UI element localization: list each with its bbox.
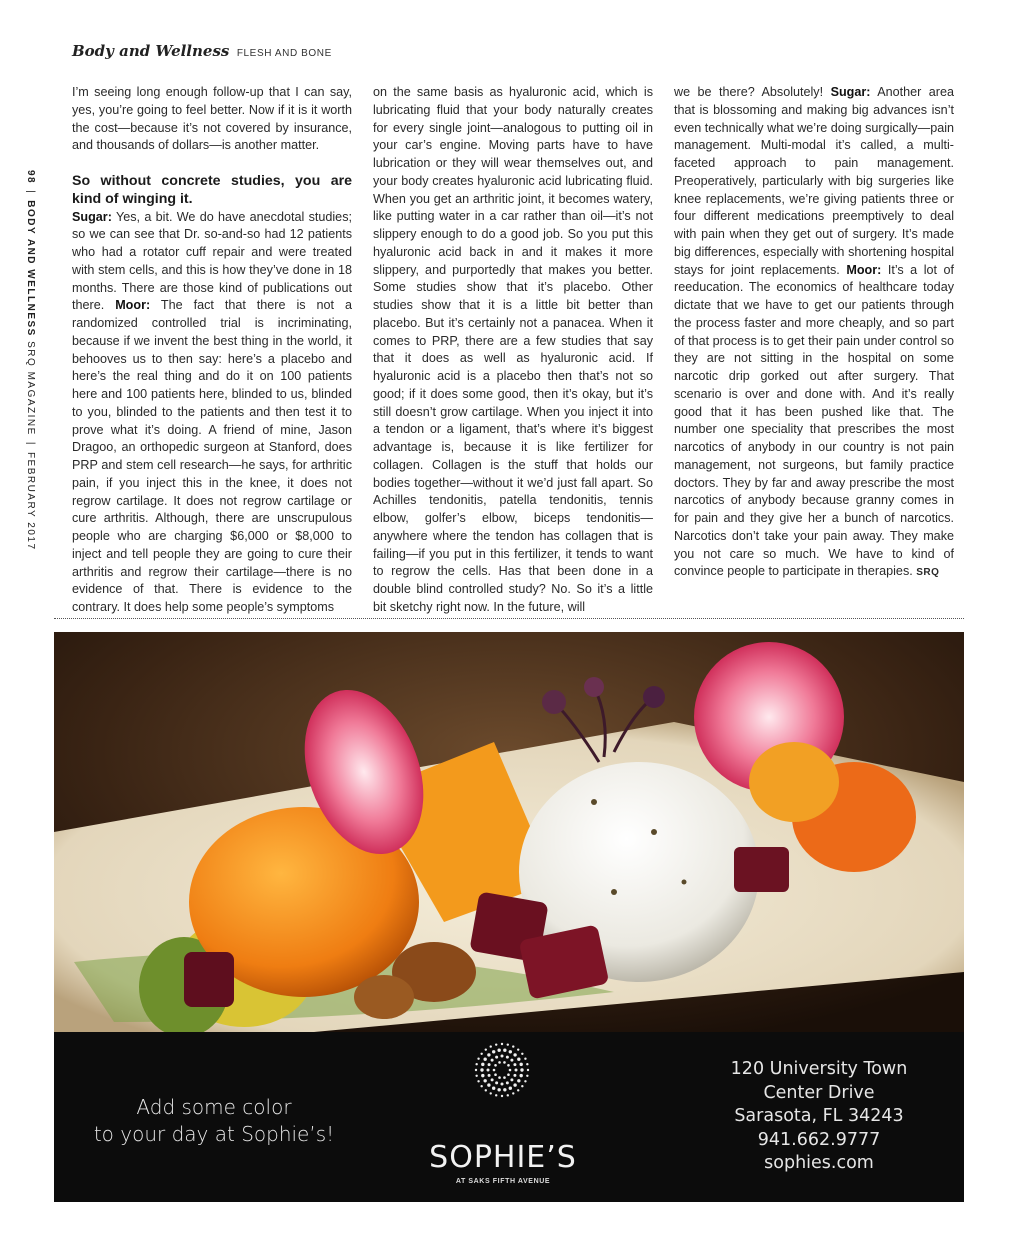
phone-number: 941.662.9777 <box>757 1129 881 1150</box>
speaker-label: Moor: <box>115 298 151 313</box>
brand-subtitle: AT SAKS FIFTH AVENUE <box>455 1178 551 1185</box>
paragraph <box>674 84 954 582</box>
ad-info-bar <box>54 1032 964 1202</box>
end-mark: SRQ <box>916 567 940 579</box>
folio-sidebar: 98|BODY AND WELLNESS SRQ MAGAZINE|FEBRUARY 2017 <box>25 170 36 551</box>
brand-name: SOPHIE’S <box>429 1140 577 1175</box>
page-number: 98 <box>25 170 36 185</box>
folio-magazine: SRQ MAGAZINE <box>25 341 36 436</box>
folio-section: BODY AND WELLNESS <box>25 200 36 337</box>
answer-text: The fact that there is not a randomized controlled trial is incriminating, because if we invent the best thing in the world, it behooves us to then say: here’s a placebo and here’s the real thing and do it on 100 patients here and 100 patients here, blinded to us, blinded to you, blinded to the patients and then test it to prove what it’s doing. A friend of mine, Jason Dragoo, an orthopedic surgeon at Stanford, does PRP and stem cell research—he says, for arthritic pain, if you inject this in the knee, it does not regrow cartilage. It does not regrow cartilage or cure arthritis. Although, there are unscrupulous people who are charging $6,000 or $8,000 to inject and tell people they are going to cure their arthritis and regrow their cartilage—there is no evidence of that. There is evidence to the contrary. It does help some people’s symptoms <box>72 298 352 614</box>
answer-text: Another area that is blossoming and making big advances isn’t even technically what we’re doing surgically—pain management. Multi-modal it’s called, a multi-faceted approach to pain management. Preoperatively, particularly with big surgeries like knee replacements, we’re giving patients three or four different medications preemptively to deal with pain when they get out of surgery. It’s made big differences, especially with shortening hospital stays for joint replacements. <box>674 85 955 277</box>
paragraph: I’m seeing long enough follow-up that I can say, yes, you’re going to feel better. Now if it is it worth the cost—because it’s not covered by insurance, and thousands of dollars—is another matter. <box>72 85 352 153</box>
speaker-label: Moor: <box>846 262 882 277</box>
page-header <box>72 42 332 61</box>
address-line: Center Drive <box>763 1082 875 1103</box>
article-column-1 <box>72 84 352 617</box>
section-title: Body and Wellness <box>72 42 230 60</box>
interview-question: So without concrete studies, you are kind of winging it. <box>72 173 352 207</box>
ad-address-block <box>704 1058 934 1176</box>
answer-text: we be there? Absolutely! <box>674 85 824 99</box>
address-line: Sarasota, FL 34243 <box>734 1106 904 1126</box>
article-column-2 <box>373 84 653 617</box>
speaker-label: Sugar: <box>830 85 871 99</box>
sophies-logo-icon <box>472 1040 532 1100</box>
website-url: sophies.com <box>764 1153 874 1173</box>
paragraph: on the same basis as hyaluronic acid, which is lubricating fluid that your body naturally creates for every single joint—analogous to putting oil in your car’s engine. Moving parts have to have lubrication or they will wear themselves out, and your body creates hyaluronic acid lubricating fluid. When you get an arthritic joint, it becomes watery, like putting water in a car rather than oil—it’s not slippery enough to do a good job. So you put this hyaluronic acid back in and it makes it more slippery, and purportedly that makes you better. Some studies show that it’s placebo. Other studies show that it is a little bit better than placebo. But it’s certainly not a panacea. When it comes to PRP, there are a few studies that say that it does as well as hyaluronic acid. If hyaluronic acid is a placebo then that’s not so good; if it does some good, then it’s okay, but it’s still doesn’t grow cartilage. When you inject it into a tendon or a ligament, that’s where it’s biggest advantage is, because it is like fertilizer for collagen. Collagen is the stuff that holds our bodies together—without it we’d just fall apart. So Achilles tendonitis, patella tendonitis, tennis elbow, golfer’s elbow, biceps tendonitis—anywhere where the tendon has collagen that is failing—if you put in this fertilizer, it tends to want to regrow the cells. Has that been done in a double blind controlled study? No. So it’s a little bit sketchy right now. In the future, will <box>373 85 653 614</box>
paragraph <box>72 155 352 617</box>
dotted-divider <box>54 618 964 619</box>
folio-issue: FEBRUARY 2017 <box>25 451 36 551</box>
tagline-line: Add some color <box>136 1095 292 1119</box>
food-photo <box>54 632 964 1032</box>
ad-tagline <box>84 1094 344 1148</box>
subsection-title: FLESH AND BONE <box>236 48 332 59</box>
tagline-line: to your day at Sophie’s! <box>93 1122 335 1146</box>
address-line: 120 University Town <box>730 1059 908 1079</box>
sophies-advertisement <box>54 632 964 1202</box>
article-column-3 <box>674 84 954 582</box>
answer-text: It’s a lot of reeducation. The economics of healthcare today dictate that we have to get our patients through the process faster and more cheaply, and so part of that process is to get their pain under control so they are not sitting in the hospital on some narcotic drip gorked out after surgery. That scenario is over and done with. And it’s really good that it has been pushed like that. The number one speciality that prescribes the most narcotics of anybody in our country is not pain management, not surgeons, but family practice doctors. They by far and away prescribe the most narcotics of anybody because granny comes in for pain and they give her a bunch of narcotics. Narcotics don’t take your pain away. They make you not care so much. We have to kind of convince people to participate in therapies. <box>674 262 955 579</box>
speaker-label: Sugar: <box>72 209 112 224</box>
answer-text: Yes, a bit. We do have anecdotal studies; so we can see that Dr. so-and-so had 12 patients who had a rotator cuff repair and were treated with stem cells, and this is how they’ve done in 18 months. There are those kind of publications out there. <box>72 209 352 313</box>
